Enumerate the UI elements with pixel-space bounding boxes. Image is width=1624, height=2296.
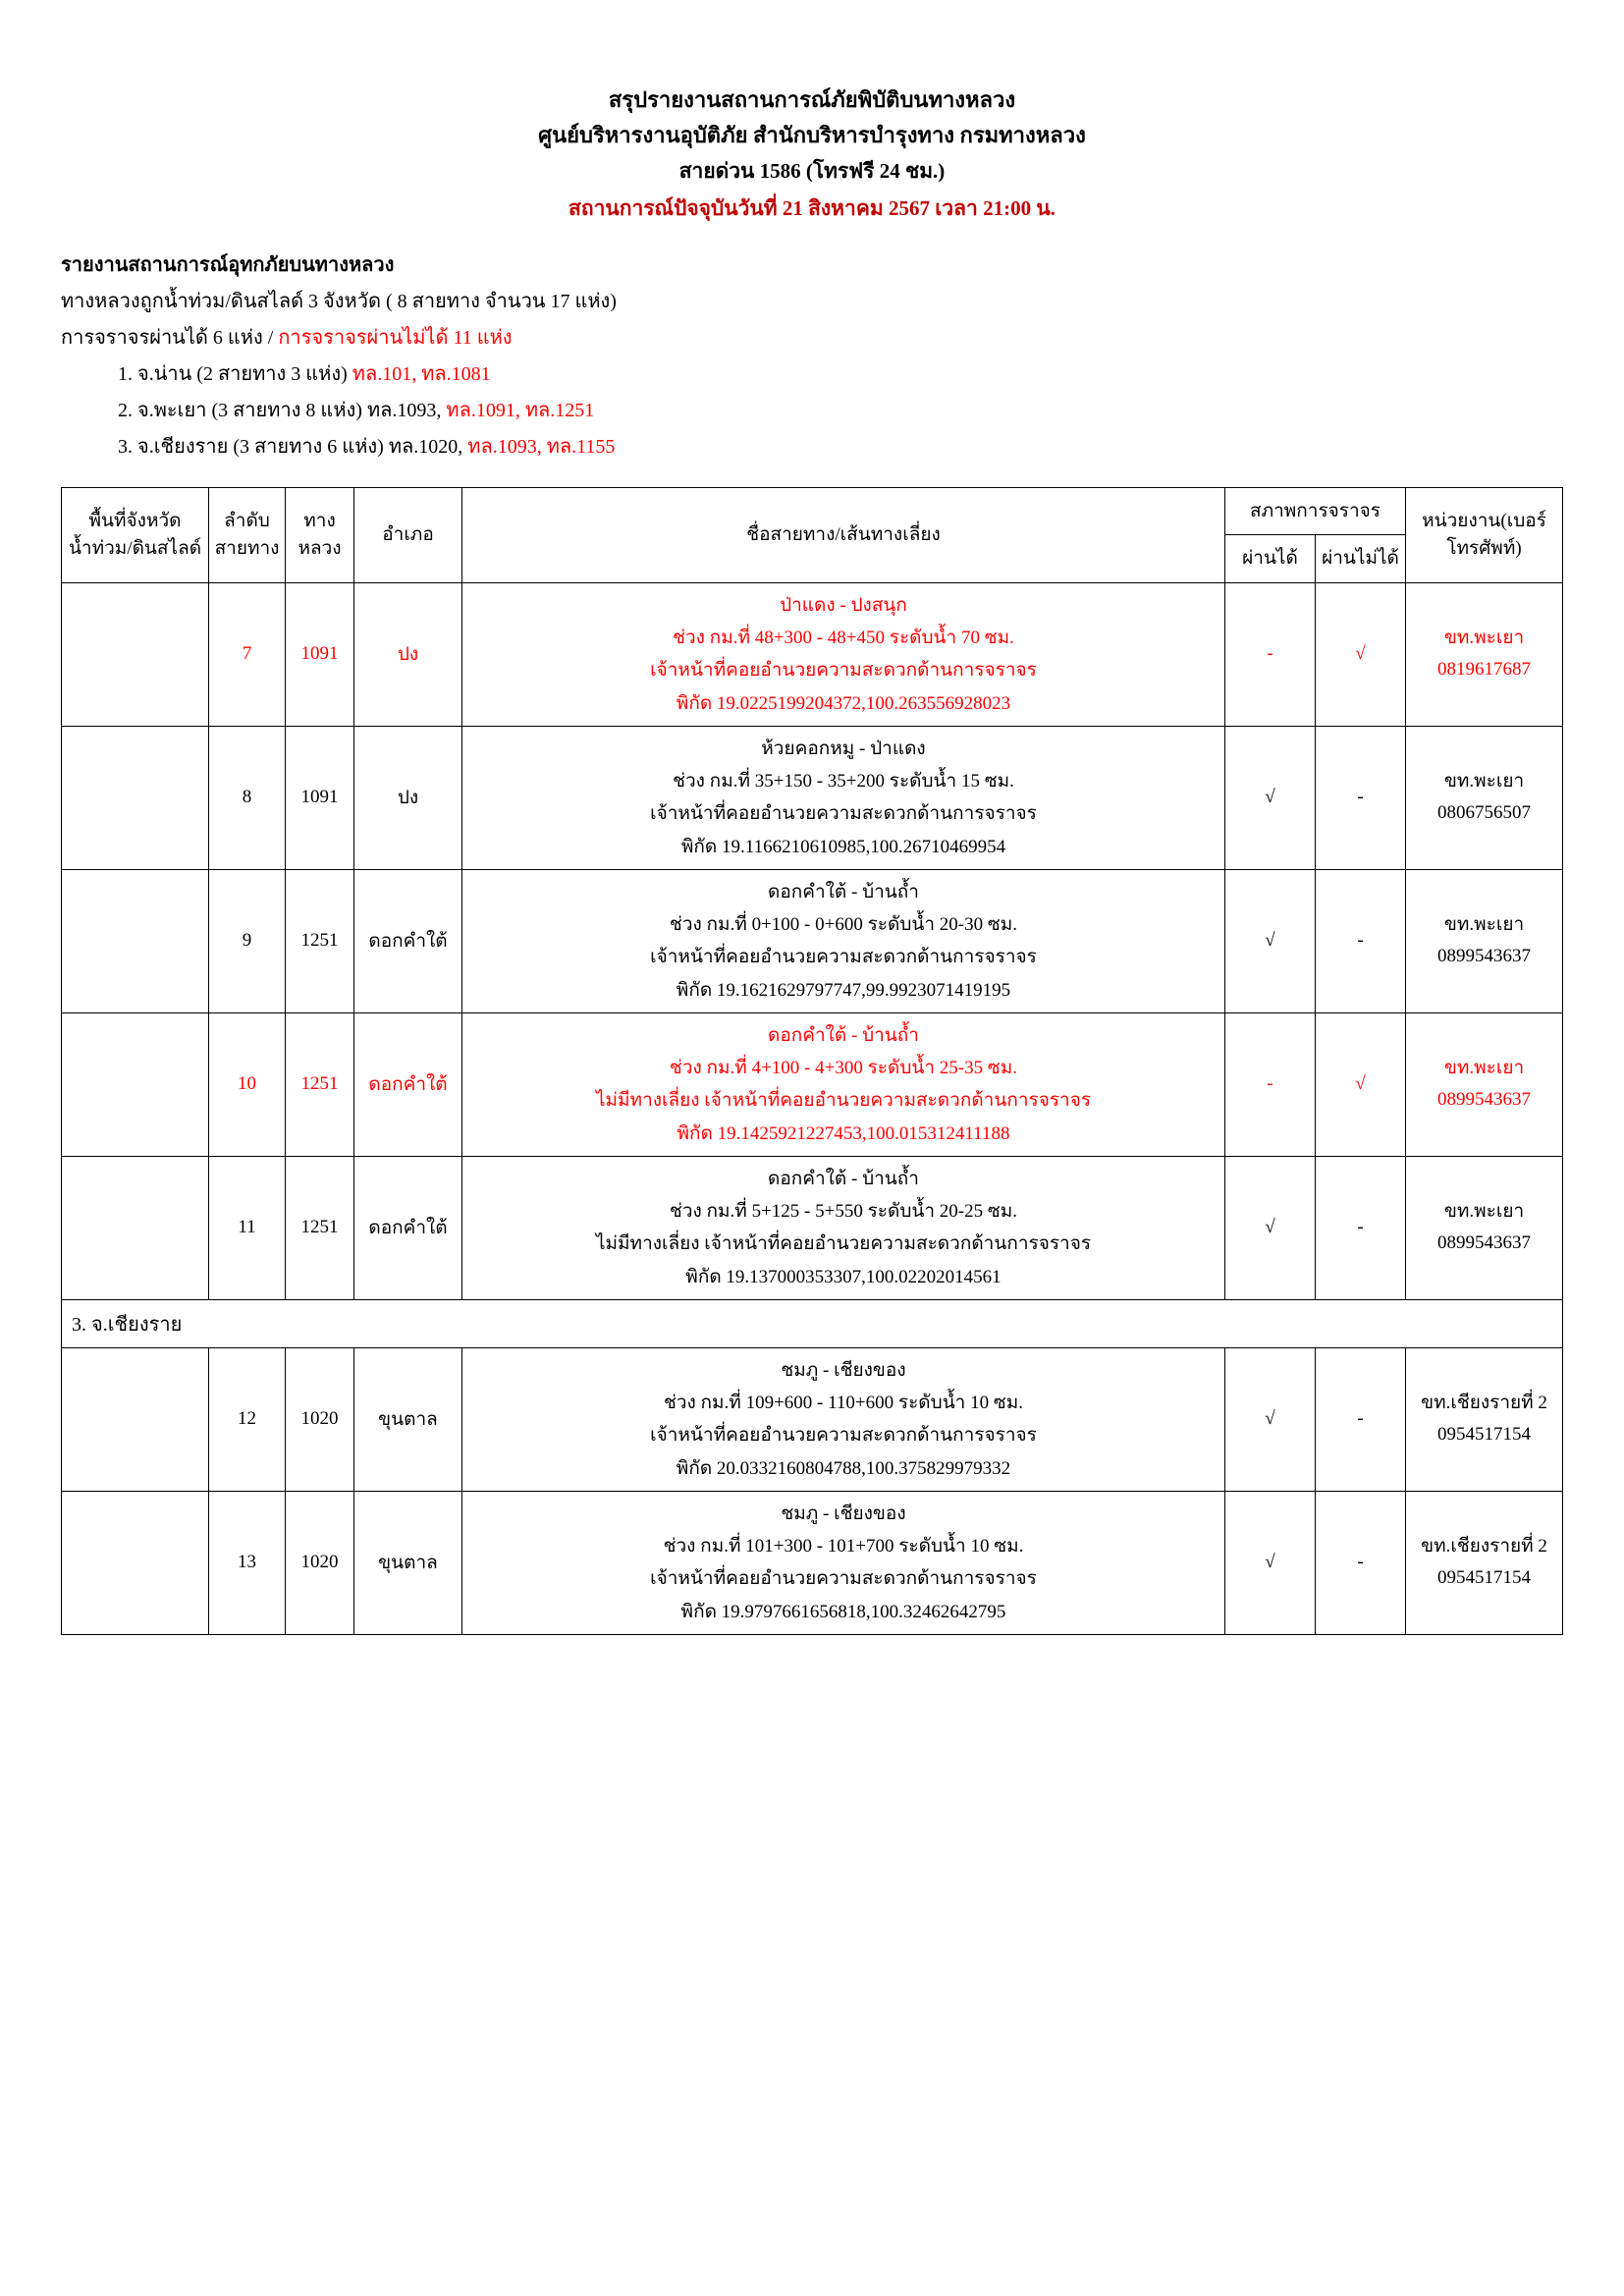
- route-km: ช่วง กม.ที่ 101+300 - 101+700 ระดับน้ำ 10 ซม.: [663, 1536, 1024, 1558]
- unit-phone: 0954517154: [1437, 1424, 1531, 1446]
- province-name: จ.น่าน: [137, 362, 192, 385]
- col-amphoe: อำเภอ: [354, 487, 462, 582]
- cell-amphoe: ดอกคำใต้: [354, 869, 462, 1012]
- report-datetime: สถานการณ์ปัจจุบันวันที่ 21 สิงหาคม 2567 เวลา 21:00 น.: [568, 196, 1056, 221]
- cell-route-detail: [462, 582, 1225, 726]
- table-row: [62, 1491, 1563, 1634]
- cell-province: [62, 869, 209, 1012]
- cell-road: 1020: [286, 1347, 354, 1491]
- cell-sequence: 12: [209, 1347, 286, 1491]
- traffic-impassable-text: การจราจรผ่านไม่ได้ 11 แห่ง: [278, 326, 513, 349]
- cell-unit: [1406, 869, 1563, 1012]
- col-traffic-condition: สภาพการจราจร: [1224, 487, 1405, 535]
- cell-passable: √: [1224, 869, 1315, 1012]
- unit-name: ขท.พะเยา: [1443, 771, 1525, 793]
- route-name: ชมภู - เชียงของ: [781, 1359, 906, 1381]
- province-list: [61, 356, 1563, 465]
- col-unit-line1: หน่วยงาน(เบอร์: [1422, 511, 1546, 532]
- table-row: [62, 726, 1563, 869]
- route-note: ไม่มีทางเลี่ยง เจ้าหน้าที่คอยอำนวยความสะดวกด้านการจราจร: [595, 1233, 1092, 1255]
- cell-route-detail: [462, 1491, 1225, 1634]
- col-road-line1: ทาง: [303, 511, 336, 532]
- cell-unit: [1406, 1491, 1563, 1634]
- route-name: ห้วยคอกหมู - ป่าแดง: [761, 738, 926, 759]
- cell-route-detail: [462, 1347, 1225, 1491]
- route-name: ป่าแดง - ปงสนุก: [780, 594, 907, 616]
- route-coordinates: พิกัด 20.0332160804788,100.375829979332: [676, 1457, 1011, 1479]
- province-index: 1.: [118, 362, 133, 385]
- province-detail: (2 สายทาง 3 แห่ง): [196, 362, 348, 385]
- cell-sequence: 13: [209, 1491, 286, 1634]
- intro-heading: รายงานสถานการณ์อุทกภัยบนทางหลวง: [61, 253, 395, 276]
- intro-traffic-status: [61, 320, 1563, 356]
- list-item: [118, 393, 1563, 429]
- province-roads-black: ทล.1093,: [366, 399, 442, 421]
- table-header: [62, 487, 1563, 582]
- route-km: ช่วง กม.ที่ 4+100 - 4+300 ระดับน้ำ 25-35 ซม.: [669, 1058, 1018, 1079]
- cell-province: [62, 1156, 209, 1299]
- cell-unit: [1406, 1347, 1563, 1491]
- route-km: ช่วง กม.ที่ 5+125 - 5+550 ระดับน้ำ 20-25 ซม.: [669, 1201, 1018, 1223]
- province-roads-red: ทล.1093, ทล.1155: [467, 435, 616, 458]
- cell-unit: [1406, 582, 1563, 726]
- unit-phone: 0899543637: [1437, 1232, 1531, 1254]
- unit-phone: 0954517154: [1437, 1567, 1531, 1589]
- province-detail: (3 สายทาง 8 แห่ง): [211, 399, 362, 421]
- cell-road: 1020: [286, 1491, 354, 1634]
- route-km: ช่วง กม.ที่ 109+600 - 110+600 ระดับน้ำ 10 ซม.: [663, 1393, 1024, 1414]
- cell-impassable: -: [1315, 1491, 1405, 1634]
- cell-province: [62, 582, 209, 726]
- table-header-row-1: [62, 487, 1563, 535]
- cell-route-detail: [462, 1156, 1225, 1299]
- col-sequence-line2: สายทาง: [214, 537, 280, 559]
- intro-summary: ทางหลวงถูกน้ำท่วม/ดินสไลด์ 3 จังหวัด ( 8 สายทาง จำนวน 17 แห่ง): [61, 290, 617, 312]
- unit-name: ขท.พะเยา: [1443, 1058, 1525, 1079]
- cell-impassable: -: [1315, 869, 1405, 1012]
- province-name: จ.เชียงราย: [137, 435, 229, 458]
- table-row: [62, 869, 1563, 1012]
- report-organization: ศูนย์บริหารงานอุบัติภัย สำนักบริหารบำรุงทาง กรมทางหลวง: [538, 123, 1086, 148]
- cell-passable: -: [1224, 582, 1315, 726]
- cell-amphoe: ปง: [354, 726, 462, 869]
- cell-amphoe: ดอกคำใต้: [354, 1012, 462, 1156]
- cell-province: [62, 1347, 209, 1491]
- cell-road: 1091: [286, 726, 354, 869]
- cell-road: 1251: [286, 1156, 354, 1299]
- col-unit-line2: โทรศัพท์): [1446, 537, 1522, 559]
- cell-road: 1251: [286, 869, 354, 1012]
- col-impassable: ผ่านไม่ได้: [1315, 535, 1405, 583]
- cell-route-detail: [462, 726, 1225, 869]
- cell-route-detail: [462, 1012, 1225, 1156]
- cell-province: [62, 1012, 209, 1156]
- cell-route-detail: [462, 869, 1225, 1012]
- section-label: 3. จ.เชียงราย: [62, 1299, 1563, 1347]
- cell-amphoe: ขุนตาล: [354, 1491, 462, 1634]
- document-header: [61, 82, 1563, 226]
- cell-passable: √: [1224, 726, 1315, 869]
- province-name: จ.พะเยา: [137, 399, 207, 421]
- intro-block: [61, 247, 1563, 465]
- cell-unit: [1406, 1156, 1563, 1299]
- route-name: ดอกคำใต้ - บ้านถ้ำ: [768, 1024, 919, 1046]
- cell-sequence: 11: [209, 1156, 286, 1299]
- cell-road: 1251: [286, 1012, 354, 1156]
- col-province: [62, 487, 209, 582]
- cell-amphoe: ขุนตาล: [354, 1347, 462, 1491]
- route-coordinates: พิกัด 19.9797661656818,100.32462642795: [680, 1601, 1006, 1622]
- route-km: ช่วง กม.ที่ 0+100 - 0+600 ระดับน้ำ 20-30 ซม.: [669, 914, 1018, 936]
- province-detail: (3 สายทาง 6 แห่ง): [233, 435, 384, 458]
- report-hotline: สายด่วน 1586 (โทรฟรี 24 ชม.): [678, 158, 946, 183]
- cell-passable: √: [1224, 1347, 1315, 1491]
- cell-passable: √: [1224, 1156, 1315, 1299]
- cell-amphoe: ปง: [354, 582, 462, 726]
- cell-sequence: 9: [209, 869, 286, 1012]
- table-body: [62, 582, 1563, 1634]
- col-unit: [1406, 487, 1563, 582]
- unit-name: ขท.เชียงรายที่ 2: [1421, 1536, 1547, 1558]
- unit-name: ขท.เชียงรายที่ 2: [1421, 1393, 1547, 1414]
- province-index: 2.: [118, 399, 133, 421]
- col-route-name: ชื่อสายทาง/เส้นทางเลี่ยง: [462, 487, 1225, 582]
- unit-phone: 0899543637: [1437, 1089, 1531, 1111]
- province-roads-red: ทล.1091, ทล.1251: [446, 399, 595, 421]
- cell-sequence: 8: [209, 726, 286, 869]
- route-note: เจ้าหน้าที่คอยอำนวยความสะดวกด้านการจราจร: [650, 1568, 1037, 1590]
- route-coordinates: พิกัด 19.1621629797747,99.9923071419195: [676, 979, 1011, 1001]
- route-note: ไม่มีทางเลี่ยง เจ้าหน้าที่คอยอำนวยความสะดวกด้านการจราจร: [595, 1090, 1092, 1112]
- table-row: [62, 1156, 1563, 1299]
- cell-impassable: √: [1315, 1012, 1405, 1156]
- cell-sequence: 7: [209, 582, 286, 726]
- route-coordinates: พิกัด 19.137000353307,100.02202014561: [685, 1266, 1001, 1287]
- cell-passable: √: [1224, 1491, 1315, 1634]
- col-road: [286, 487, 354, 582]
- col-road-line2: หลวง: [298, 537, 342, 559]
- cell-passable: -: [1224, 1012, 1315, 1156]
- cell-amphoe: ดอกคำใต้: [354, 1156, 462, 1299]
- route-km: ช่วง กม.ที่ 48+300 - 48+450 ระดับน้ำ 70 ซม.: [673, 628, 1014, 649]
- province-roads-black: ทล.1020,: [388, 435, 463, 458]
- unit-phone: 0819617687: [1437, 659, 1531, 681]
- col-sequence: [209, 487, 286, 582]
- list-item: [118, 356, 1563, 393]
- situation-table: [61, 487, 1563, 1635]
- table-row: [62, 1347, 1563, 1491]
- cell-province: [62, 726, 209, 869]
- cell-impassable: -: [1315, 1347, 1405, 1491]
- traffic-passable-text: การจราจรผ่านได้ 6 แห่ง /: [61, 326, 279, 349]
- route-coordinates: พิกัด 19.1425921227453,100.015312411188: [677, 1122, 1010, 1144]
- cell-sequence: 10: [209, 1012, 286, 1156]
- cell-unit: [1406, 726, 1563, 869]
- route-note: เจ้าหน้าที่คอยอำนวยความสะดวกด้านการจราจร: [650, 1425, 1037, 1447]
- route-note: เจ้าหน้าที่คอยอำนวยความสะดวกด้านการจราจร: [650, 803, 1037, 825]
- col-passable: ผ่านได้: [1224, 535, 1315, 583]
- unit-name: ขท.พะเยา: [1443, 914, 1525, 936]
- table-row: [62, 1012, 1563, 1156]
- table-section-row: [62, 1299, 1563, 1347]
- list-item: [118, 429, 1563, 465]
- route-km: ช่วง กม.ที่ 35+150 - 35+200 ระดับน้ำ 15 ซม.: [673, 771, 1014, 793]
- unit-phone: 0806756507: [1437, 802, 1531, 824]
- route-note: เจ้าหน้าที่คอยอำนวยความสะดวกด้านการจราจร: [650, 660, 1037, 682]
- province-index: 3.: [118, 435, 133, 458]
- cell-impassable: -: [1315, 726, 1405, 869]
- report-title: สรุปรายงานสถานการณ์ภัยพิบัติบนทางหลวง: [608, 87, 1016, 112]
- cell-unit: [1406, 1012, 1563, 1156]
- route-note: เจ้าหน้าที่คอยอำนวยความสะดวกด้านการจราจร: [650, 947, 1037, 968]
- col-province-line1: พื้นที่จังหวัด: [88, 511, 182, 532]
- cell-province: [62, 1491, 209, 1634]
- unit-phone: 0899543637: [1437, 946, 1531, 967]
- route-coordinates: พิกัด 19.0225199204372,100.263556928023: [676, 692, 1011, 714]
- cell-road: 1091: [286, 582, 354, 726]
- table-row: [62, 582, 1563, 726]
- unit-name: ขท.พะเยา: [1443, 628, 1525, 649]
- route-name: ดอกคำใต้ - บ้านถ้ำ: [768, 1168, 919, 1189]
- route-name: ชมภู - เชียงของ: [781, 1503, 906, 1524]
- route-coordinates: พิกัด 19.1166210610985,100.26710469954: [680, 836, 1006, 857]
- province-roads-red: ทล.101, ทล.1081: [352, 362, 491, 385]
- col-sequence-line1: ลำดับ: [224, 511, 270, 532]
- cell-impassable: -: [1315, 1156, 1405, 1299]
- col-province-line2: น้ำท่วม/ดินสไลด์: [68, 537, 202, 559]
- unit-name: ขท.พะเยา: [1443, 1201, 1525, 1223]
- route-name: ดอกคำใต้ - บ้านถ้ำ: [768, 881, 919, 902]
- cell-impassable: √: [1315, 582, 1405, 726]
